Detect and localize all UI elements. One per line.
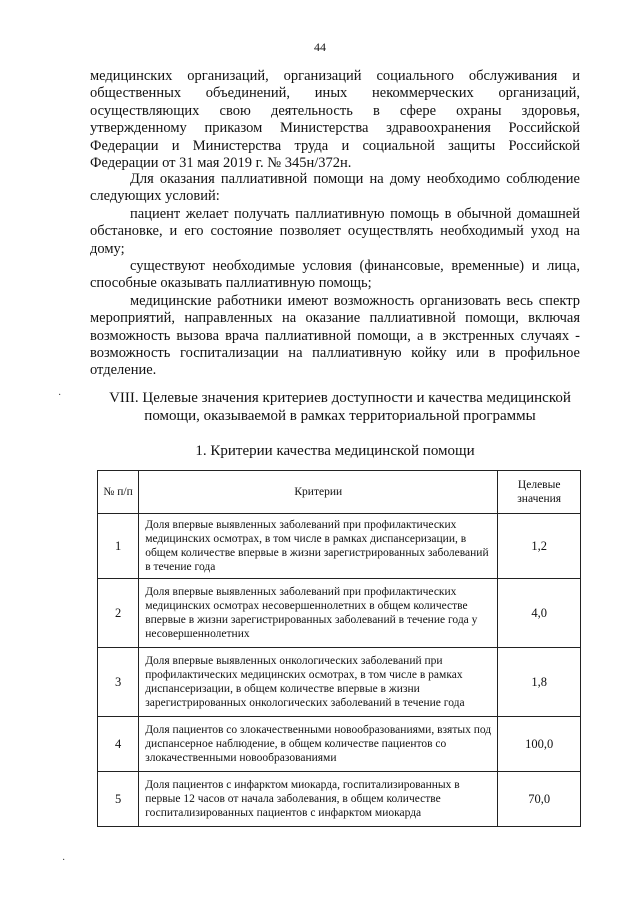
table-row [98,514,581,579]
row-number: 4 [98,717,139,772]
table-title: 1. Критерии качества медицинской помощи [195,443,475,459]
scan-speck: · [58,390,62,401]
row-criteria: Доля пациентов со злокачественными новообразованиями, взятых под диспансерное наблюдение, в общем количестве пациентов со злокачественными новообразованиями [139,717,498,772]
body-text-continued [90,68,580,172]
table-row [98,772,581,827]
row-number: 2 [98,579,139,648]
row-target-value: 4,0 [498,579,581,648]
body-text-conditions [90,171,580,380]
table-row [98,648,581,717]
paragraph-condition-staff: медицинские работники имеют возможность организовать весь спектр мероприятий, направленных на оказание паллиативной помощи, включая возможность вызова врача паллиативной помощи, а в экстренных случаях - возможность госпитализации на паллиативную койку или в профильное отделение. [90,292,580,379]
row-number: 1 [98,514,139,579]
row-criteria: Доля впервые выявленных онкологических заболеваний при профилактических медицинских осмотрах, в том числе в рамках диспансеризации, в общем количестве впервые в жизни зарегистрированных онкологических заболеваний в течение года [139,648,498,717]
criteria-table [97,470,581,827]
row-number: 5 [98,772,139,827]
row-target-value: 70,0 [498,772,581,827]
scan-speck: · [62,855,66,866]
row-target-value: 100,0 [498,717,581,772]
row-target-value: 1,2 [498,514,581,579]
header-target-values: Целевые значения [498,471,581,514]
paragraph-condition-patient: пациент желает получать паллиативную помощь в обычной домашней обстановке, и его состояние позволяет осуществлять необходимый уход на дому; [90,205,580,257]
table-header-row [98,471,581,514]
section-heading: VIII. Целевые значения критериев доступности и качества медицинской помощи, оказываемой в рамках территориальной программы [109,390,571,424]
header-number: № п/п [98,471,139,514]
table-row [98,579,581,648]
row-criteria: Доля пациентов с инфарктом миокарда, госпитализированных в первые 12 часов от начала заболевания, в общем количестве госпитализированных пациентов с инфарктом миокарда [139,772,498,827]
paragraph-condition-resources: существуют необходимые условия (финансовые, временные) и лица, способные оказывать паллиативную помощь; [90,258,580,292]
header-criteria: Критерии [139,471,498,514]
row-criteria: Доля впервые выявленных заболеваний при профилактических медицинских осмотрах несовершеннолетних в общем количестве впервые в жизни зарегистрированных заболеваний в течение года у несовершеннолетних [139,579,498,648]
row-target-value: 1,8 [498,648,581,717]
page-number: 44 [314,40,326,54]
row-criteria: Доля впервые выявленных заболеваний при профилактических медицинских осмотрах, в том числе в рамках диспансеризации, в общем количестве впервые в жизни зарегистрированных заболеваний в течение года [139,514,498,579]
row-number: 3 [98,648,139,717]
paragraph-continuation: медицинских организаций, организаций социального обслуживания и общественных объединений, иных некоммерческих организаций, осуществляющих свою деятельность в сфере охраны здоровья, утвержденному приказом Министерства здравоохранения Российской Федерации и Министерства труда и социальной защиты Российской Федерации от 31 мая 2019 г. № 345н/372н. [90,68,580,172]
table-row [98,717,581,772]
paragraph-conditions-intro: Для оказания паллиативной помощи на дому необходимо соблюдение следующих условий: [90,171,580,205]
